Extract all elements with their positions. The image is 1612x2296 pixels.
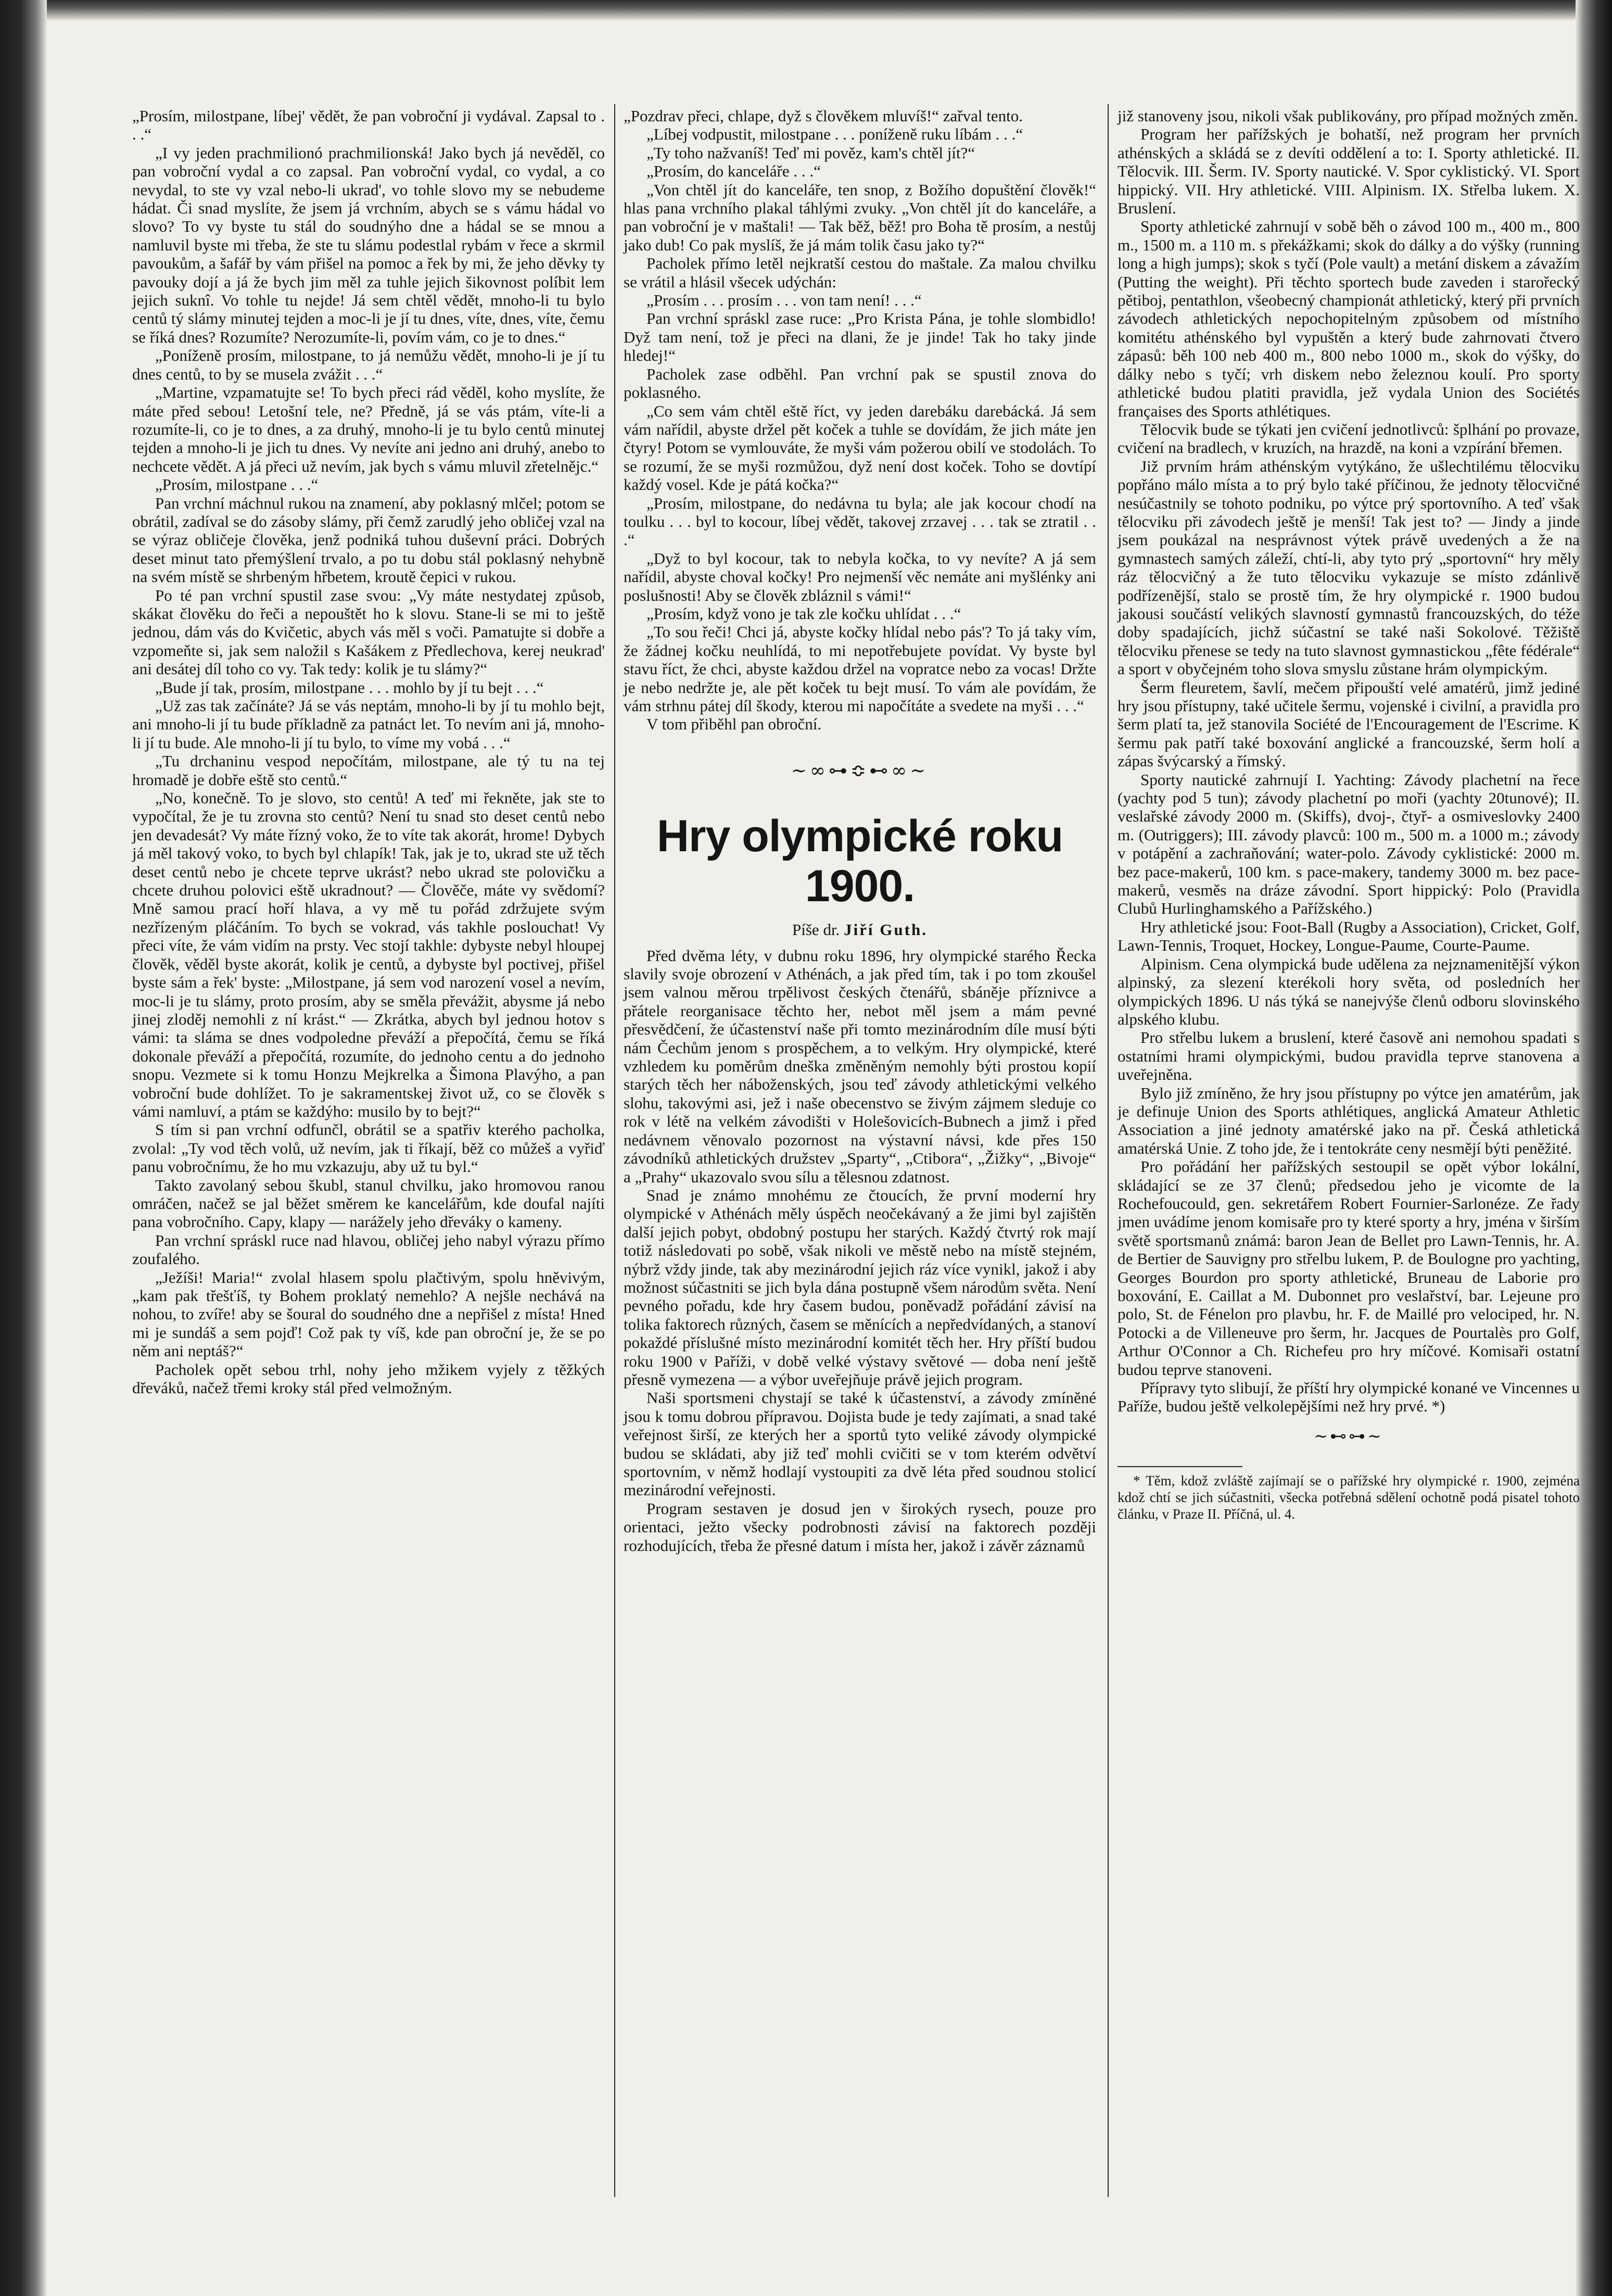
paragraph: Naši sportsmeni chystají se také k účastenství, a závody zmíněné jsou k tomu dobrou přípravou. Dojista bude je tedy zajímati, a snad také veřejnost širší, ze kterých her a sportů tyto veliké závody olympické budou se skládati, aby již teď mohli cvičiti se v tom kterém odvětví sportovním, v němž hodlají vystoupiti za dvě léta před soudnou stolicí mezinárodní veřejnosti. [624,1389,1096,1499]
paragraph: Pacholek přímo letěl nejkratší cestou do maštale. Za malou chvilku se vrátil a hlásil všecek udýchán: [624,254,1096,291]
paragraph: Alpinism. Cena olympická bude udělena za nejznamenitější výkon alpinský, za slezení kterékoli hory světa, od posledních her olympických 1896. U nás týká se nanejvýše členů odboru slovinského alpského klubu. [1118,954,1580,1028]
paragraph: „Poníženě prosím, milostpane, to já nemůžu vědět, mnoho-li je jí tu dnes centů, to by se musela zvážit . . .“ [132,346,605,383]
paragraph: „Von chtěl jít do kanceláře, ten snop, z Božího dopuštění člověk!“ hlas pana vrchního plakal táhlými zvuky. „Von chtěl jít do kanceláře, a pan vobroční je v maštali! — Tak běž, běž! pro Boha tě prosím, a nestůj jako dub! Co pak myslíš, že já mám tolik času jako ty?“ [624,180,1096,254]
paragraph: „Bude jí tak, prosím, milostpane . . . mohlo by jí tu bejt . . .“ [155,678,544,697]
paragraph: „Prosím, milostpane, do nedávna tu byla; ale jak kocour chodí na toulku . . . byl to kocour, líbej vědět, takovej zrzavej . . . tak se ztratil . . .“ [624,494,1096,549]
paragraph: „Prosím, milostpane . . .“ [155,475,319,494]
paragraph: „Prosím, když vono je tak zle kočku uhlídat . . .“ [646,604,961,623]
paragraph: Sporty athletické zahrnují v sobě běh o závod 100 m., 400 m., 800 m., 1500 m. a 110 m. s překážkami; skok do dálky a do výšky (running long a high jumps); skok s tyčí (Pole vault) a metání diskem a závažím (Putting the weight). Při těchto sportech bude zaveden i starořecký pětiboj, pentathlon, všeobecný championát athletický, který při prvních závodech athletických nepochopitelným způsobem od místního komitétu athénského byl vypuštěn a který bude zahrnovati čtvero zápasů: běh 100 neb 400 m., 800 nebo 1000 m., skok do výšky, do dálky nebo s tyčí; vrh diskem nebo železnou koulí. Pro sporty athletické budou platiti pravidla, jež vydala Union des Sociétés françaises des Sports athlétiques. [1118,217,1580,420]
article-title: Hry olympické roku 1900. [656,811,1063,912]
ornament-divider: ∼⊷⊶∼ [1314,1425,1383,1446]
paragraph: Program her pařížských je bohatší, než program her prvních athénských a skládá se z devíti oddělení a to: I. Sporty athletické. II. Tělocvik. III. Šerm. IV. Sporty nautické. V. Spor cyklistický. VI. Sport hippický. VII. Hry athletické. VIII. Alpinism. IX. Střelba lukem. X. Bruslení. [1118,125,1580,218]
footnote [1118,1472,1580,1522]
paragraph: „No, konečně. To je slovo, sto centů! A teď mi řekněte, jak ste to vypočítal, že je tu zrovna sto centů? Není tu snad sto deset centů nebo jen devadesát? Vy máte řízný voko, že to víte tak akorát, hrome! Dybych já měl takový voko, to bych byl chlapík! Tak, jak je to, ukrad ste už těch deset centů nebo je chcete teprve ukrást? nebo ukrad ste polovičku a chcete druhou polovici eště ukradnout? — Člověče, máte vy svědomí? Mně samou prací hoří hlava, a vy mě tu pořád zdržujete svým nezřízeným pláčáním. To bych se vokrad, vás takhle poslouchat! Vy přeci víte, že vám vidím na prsty. Vec stojí takhle: dybyste nebyl hloupej člověk, věděl byste akorát, kolik je centů, a dybyste byl poctivej, přišel byste sám a řek' byste: „Milostpane, já sem vod narození vosel a nevím, moc-li je tu slámy, proto prosím, aby se směla převážit, abysme já nebo jinej zloděj nemohli z ní krást.“ — Zkrátka, abych byl jednou hotov s vámi: ta sláma se dnes vodpoledne převáží a přepočítá, čemu se říká dokonale převáží a přepočítá, rozumíte, do jednoho centu a do jednoho snopu. Vezmete si k tomu Honzu Mejkrelka a Šimona Plavýho, a pan vobroční bude dohlížet. To je sakramentskej život už, co se člověk s vámi namluví, a ptám se každýho: musilo by to bejt?“ [132,789,605,1120]
paragraph: „Martine, vzpamatujte se! To bych přeci rád věděl, koho myslíte, že máte před sebou! Letošní tele, ne? Předně, já se vás ptám, víte-li a rozumíte-li, co je to dnes, a za druhý, mnoho-li je tu bylo centů minutej tejden a mnoho-li je jich tu dnes. Vy nevíte ani jedno ani druhý, anebo to nechcete vědět. A já přeci už nevím, jak bych s vámu mluvil zřetelnějc.“ [132,383,605,475]
paragraph: Již prvním hrám athénským vytýkáno, že ušlechtilému tělocviku popřáno málo místa a to prý bylo také příčinou, že jednoty tělocvičné nesúčastnily se tohoto podniku, po výtce prý sportovního. A teď však tělocviku při závodech ještě je menší! Tak jest to? — Jindy a jinde jsem poukázal na nesprávnost výtek právě uvedených a že na gymnastech samých záleží, chtí-li, aby tyto prý „sportovní“ hry měly ráz tělocvičný a že tuto tělocviku vykazuje se místo zdánlivě podřízenější, stalo se prostě tím, že hry olympické r. 1900 budou jakousi součástí velikých slavností gymnastů francouzských, do téže doby spadajících, jichž súčastní se také naši Sokolové. Těžiště tělocviku přenese se tedy na tuto slavnost gymnastickou „fête fédérale“ a sport v obyčejném toho slova smyslu zůstane hrám olympickým. [1118,457,1580,678]
paragraph: „Ježíši! Maria!“ zvolal hlasem spolu plačtivým, spolu hněvivým, „kam pak třešťíš, ty Bohem proklatý nemehlo? A nejšle nechává na nohou, to zvíře! aby se šoural do soudného dne a nepřišel z místa! Hned mi je sundáš a sem pojď! Což pak ty víš, kde pan obroční je, že se po něm ani neptáš?“ [132,1268,605,1360]
footnote-text: * Těm, kdož zvláště zajímají se o pařížské hry olympické r. 1900, zejména kdož chtí se jich súčastniti, všecka potřebná sdělení ochotně podá pisatel tohoto článku, v Praze II. Příčná, ul. 4. [1118,1473,1580,1522]
paragraph: Pan vrchní spráskl ruce nad hlavou, obličej jeho nabyl výrazu přímo zoufalého. [132,1231,605,1268]
paragraph: „Tu drchaninu vespod nepočítám, milostpane, ale tý tu na tej hromadě je dobře eště sto centů.“ [132,752,605,789]
paragraph: Šerm fleuretem, šavlí, mečem připouští velé amatérů, jimž jediné hry jsou přístupny, také učitele šermu, vojenské i civilní, a pravidla pro šerm platí ta, jež stanovila Société de l'Encouragement de l'Escrime. K šermu pak patří také boxování anglické a francouzské, šerm holí a zápas švýcarský a římský. [1118,678,1580,771]
byline-prefix: Píše dr. [792,920,840,939]
paragraph: „Prosím, do kanceláře . . .“ [646,162,821,181]
paragraph: „Ty toho nažvaníš! Teď mi pověz, kam's chtěl jít?“ [646,143,975,162]
column-2 [624,107,1096,1555]
paragraph: Snad je známo mnohému ze čtoucích, že první moderní hry olympické v Athénách měly úspěch neočekávaný a že jimi byl zajištěn další jejich pobyt, obdobný postupu her starých. Každý čtvrtý rok mají totiž následovati po sobě, však nikoli ve městě nebo na místě stejném, nýbrž vždy jinde, tak aby mezinárodní jejich ráz více vynikl, jakož i aby možnost súčastniti se jich byla dána postupně všem národům světa. Není pevného pořadu, kde hry časem budou, poněvadž pořádání závisí na tolika faktorech různých, časem se měnících a nepředvídaných, a stanoví pokaždé příslušné místo mezinárodní komitét těch her. Hry příští budou roku 1900 v Paříži, v době velké výstavy světové — doba není ještě přesně vymezena — a výbor uveřejňuje právě jejich program. [624,1185,1096,1389]
paragraph: Pan vrchní máchnul rukou na znamení, aby poklasný mlčel; potom se obrátil, zadíval se do zásoby slámy, při čemž zarudlý jeho obličej vzal na se výraz obličeje člověka, jenž podniká tuhou duševní práci. Dobrých deset minut tato přemýšlení trvalo, a po tu dobu stál poklasný nehybně na svém místě se shrbeným hřbetem, kroutě čepici v rukou. [132,494,605,586]
paragraph: Tělocvik bude se týkati jen cvičení jednotlivců: šplhání po provaze, cvičení na bradlech, v kruzích, na hrazdě, na koni a vzpírání břemen. [1118,420,1580,457]
paragraph: „Co sem vám chtěl eště říct, vy jeden darebáku darebácká. Já sem vám nařídil, abyste držel pět koček a tuhle se dovídám, že jich máte jen čtyry! Potom se vymlouváte, že myši vám požerou obilí ve stodolách. To se rozumí, že se myši rozmůžou, dyž není dost koček. Toho se dovtípí každý vosel. Kde je pátá kočka?“ [624,401,1096,494]
paragraph: Po té pan vrchní spustil zase svou: „Vy máte nestydatej způsob, skákat člověku do řeči a nepouštět ho k slovu. Stane-li se mi to ještě jednou, dám vás do Kvičetic, abych vás měl s voči. Pamatujte si dobře a vzpomeňte si, jak sem naložil s Kašákem z Předlechova, kerej neukrad' ani desátej díl toho co vy. Tak tedy: kolik je tu slámy?“ [132,586,605,678]
paragraph: Pro střelbu lukem a bruslení, které časově ani nemohou spadati s ostatními hrami olympickými, budou pravidla teprve stanovena a uveřejněna. [1118,1028,1580,1084]
paragraph: „Dyž to byl kocour, tak to nebyla kočka, to vy nevíte? A já sem nařídil, abyste choval kočky! Pro nejmenší věc nemáte ani myšlénky ani poslušnosti! Aby se člověk zbláznil s vámi!“ [624,549,1096,604]
ornament-divider: ∼∞⊶≎⊷∞∼ [791,760,929,781]
paragraph: V tom přiběhl pan obroční. [646,715,822,734]
column-3 [1118,107,1580,1522]
paragraph: „Už zas tak začínáte? Já se vás neptám, mnoho-li by jí tu mohlo bejt, ani mnoho-li jí tu bude příkladně za patnáct let. To nevím ani já, mnoho-li jí tu bude. Ale mnoho-li jí tu bylo, to víme my vobá . . .“ [132,697,605,752]
paragraph: Program sestaven je dosud jen v širokých rysech, pouze pro orientaci, ježto všecky podrobnosti závisí na faktorech později rozhodujících, třeba že přesné datum i místa her, jakož i závěr záznamů [624,1499,1096,1555]
paragraph: Pan vrchní spráskl zase ruce: „Pro Krista Pána, je tohle slombidlo! Dyž tam není, tož je přeci na dlani, že je jinde! Tak ho taky jinde hledej!“ [624,309,1096,365]
footnote-rule [1118,1466,1242,1467]
paragraph: „To sou řeči! Chci já, abyste kočky hlídal nebo pás'? To já taky vím, že žádnej kočku neuhlídá, to mi nepotřebujete povídat. Vy byste byl stavu říct, že chci, abyste každou držel na vopratce nebo za vocas! Držte je nebo nedržte je, ale pět koček tu bejt musí. To vám ale povídám, že vám strhnu pátej díl škody, kterou mi napočítáte a svedete na myši . . .“ [624,623,1096,715]
paragraph: S tím si pan vrchní odfunčl, obrátil se a spatřiv kterého pacholka, zvolal: „Ty vod těch volů, už nevím, jak ti říkají, běž co můžeš a vyřiď panu vobročnímu, že ho mu vzkazuju, aby už tu byl.“ [132,1120,605,1176]
paragraph: „Prosím . . . prosím . . . von tam není! . . .“ [646,291,922,310]
scan-left-edge [0,0,47,2296]
byline [624,920,1096,939]
column-rule [1108,104,1109,2197]
scan-right-edge [1576,0,1612,2296]
paragraph: „Prosím, milostpane, líbej' vědět, že pan vobroční ji vydával. Zapsal to . . .“ [132,107,605,144]
paragraph: Před dvěma léty, v dubnu roku 1896, hry olympické starého Řecka slavily svoje obrození v Athénách, a jak před tím, tak i po tom zkoušel jsem valnou měrou trpělivost českých čtenářů, sbáněje příznivce a přátele reorganisace těchto her, nebot měl jsem a mám pevné přesvědčení, že účastenství naše při tomto mezinárodním díle musí býti nám Čechům jenom s prospěchem, a to velkým. Hry olympické, které vzhledem ku poměrům dneška změněným nemohly býti prostou kopií starých těch her náboženských, jsou teď závody athletickými velkého slohu, takovými asi, jež i naše obecenstvo se živým zájmem sleduje co rok v létě na velkém závodišti v Holešovicích-Bubnech a jimž i před nedávnem věnovalo pozornost na výstavní návsi, kde přes 150 závodníků athletických družstev „Sparty“, „Ctibora“, „Žižky“, „Bivoje“ a „Prahy“ ukazovalo svou sílu a tělesnou zdatnost. [624,946,1096,1186]
paragraph: „Pozdrav přeci, chlape, dyž s člověkem mluvíš!“ zařval tento. [624,107,1023,125]
scan-top-edge [0,0,1612,21]
paragraph: již stanoveny jsou, nikoli však publikovány, pro případ možných změn. [1118,107,1578,125]
paragraph: Sporty nautické zahrnují I. Yachting: Závody plachetní na řece (yachty pod 5 tun); závody plachetní po moři (yachty 20tunové); II. veslařské závody 2000 m. (Skiffs), dvoj-, čtyř- a osmiveslovky 2400 m. (Outriggers); III. závody plavců: 100 m., 500 m. a 1000 m.; závody v potápění a zachraňování; water-polo. Závody cyklistické: 2000 m. bez pace-makerů, 100 km. s pace-makery, tandemy 3000 m. bez pace-makerů, vesměs na dráze závodní. Sport hippický: Polo (Pravidla Clubů Hurlinghamského a Pařížského.) [1118,770,1580,918]
paragraph: Pacholek opět sebou trhl, nohy jeho mžikem vyjely z těžkých dřeváků, načež třemi kroky stál před velmožným. [132,1360,605,1397]
paragraph: Bylo již zmíněno, že hry jsou přístupny po výtce jen amatérům, jak je definuje Union des Sports athlétiques, anglická Amateur Athletic Association a jiné jednoty amatérské jako na př. Česká athletická amatérská Unie. Z toho jde, že i tentokráte ceny nesmějí býti peněžité. [1118,1083,1580,1157]
column-1 [132,107,605,1397]
paragraph: Pro pořádání her pařížských sestoupil se opět výbor lokální, skládající se ze 37 členů; předsedou jeho je vicomte de la Rochefoucould, gen. sekretářem Robert Fournier-Sarlonéze. Ze řady jmen uvádíme jenom komisaře pro ty které sporty a hry, jména v širším světě sportsmanů známá: baron Jean de Bellet pro Lawn-Tennis, hr. A. de Bertier de Sauvigny pro střelbu lukem, P. de Boulogne pro yachting, Georges Bourdon pro sporty athletické, Bruneau de Laborie pro boxování, E. Caillat a M. Dubonnet pro veslařství, bar. Lejeune pro polo, St. de Fénelon pro plavbu, hr. F. de Maillé pro velociped, hr. N. Potocki a de Villeneuve pro šerm, hr. Jacques de Pourtalès pro Golf, Arthur O'Connor a Ch. Richefeu pro hry míčové. Komisaři ostatní budou teprve stanoveni. [1118,1157,1580,1379]
paragraph: „Líbej vodpustit, milostpane . . . poníženě ruku líbám . . .“ [646,125,1023,144]
paragraph: Přípravy tyto slibují, že příští hry olympické konané ve Vincennes u Paříže, budou ještě velkolepějšími než hry prvé. *) [1118,1379,1580,1416]
paragraph: Takto zavolaný sebou škubl, stanul chvilku, jako hromovou ranou omráčen, načež se jal běžet směrem ke kancelářům, kde doufal najíti pana vobročního. Capy, klapy — narážely jeho dřeváky o kameny. [132,1176,605,1231]
column-rule [614,104,615,2197]
author-name: Jiří Guth. [844,920,928,939]
paragraph: „I vy jeden prachmilionó prachmilionská! Jako bych já nevěděl, co pan vobroční vydal a co zapsal. Pan vobroční vydal, co vydal, a co nevydal, to ste vy vzal nebo-li ukrad', vo tohle slovo my se nebudeme hádat. Či snad myslíte, že jsem já vrchním, abych se s vámu hádal vo slovo? To vy byste tu stál do soudnýho dne a hádal se se mnou a namluvil byste mi třeba, že ste tu slámu podestlal rybám v řece a skrmil pavoukům, a šafář by vám přišel na pomoc a řek by mi, že jeho děvky ty pavouky dojí a já že bych jim měl za tuhle jejich šikovnost políbit lem jejich suknî. Vo tohle tu nejde! Já sem chtěl vědět, mnoho-li tu bylo centů tý slámy minutej tejden a moc-li je jí tu dnes, víte, dnes, víte, čemu se říká dnes? Rozumíte? Nerozumíte-li, povím vám, co je to dnes.“ [132,143,605,346]
paragraph: Pacholek zase odběhl. Pan vrchní pak se spustil znova do poklasného. [624,364,1096,402]
paragraph: Hry athletické jsou: Foot-Ball (Rugby a Association), Cricket, Golf, Lawn-Tennis, Troquet, Hockey, Longue-Paume, Courte-Paume. [1118,917,1580,955]
